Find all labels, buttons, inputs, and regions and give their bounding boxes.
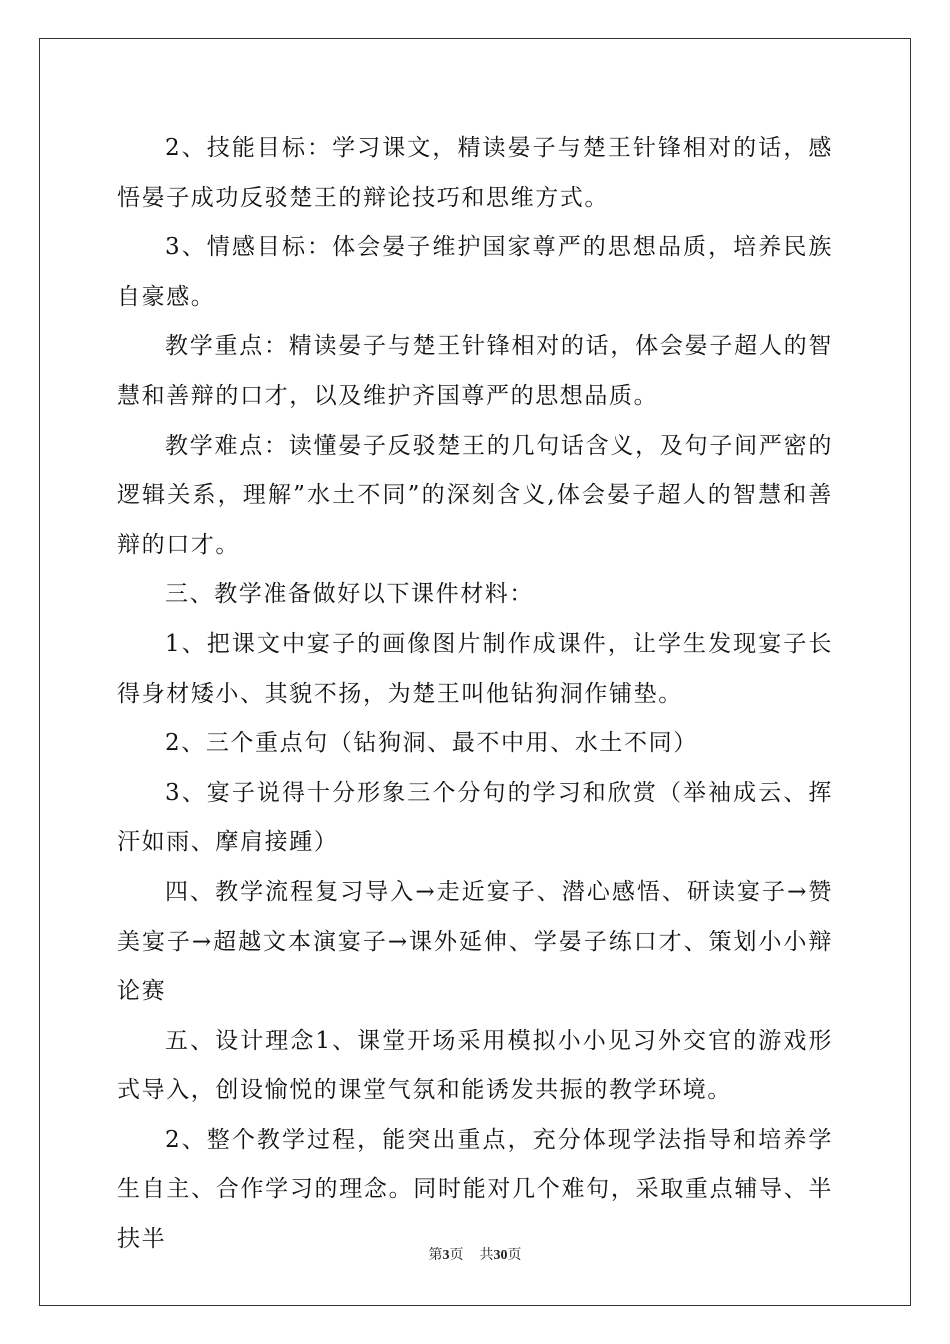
paragraph-preparation-3: 3、宴子说得十分形象三个分句的学习和欣赏（举袖成云、挥汗如雨、摩肩接踵） — [117, 779, 833, 856]
paragraph-key-points: 教学重点：精读晏子与楚王针锋相对的话，体会晏子超人的智慧和善辩的口才，以及维护齐国尊严的思想品质。 — [117, 333, 833, 409]
paragraph-preparation-1: 1、把课文中宴子的画像图片制作成课件，让学生发现宴子长得身材矮小、其貌不扬，为楚王叫他钻狗洞作铺垫。 — [117, 630, 833, 707]
paragraph-design-concept-1: 五、设计理念1、课堂开场采用模拟小小见习外交官的游戏形式导入，创设愉悦的课堂气氛和能诱发共振的教学环境。 — [117, 1027, 833, 1104]
document-body — [117, 124, 833, 1265]
page-suffix: 页 — [449, 1247, 464, 1263]
page-footer — [0, 1244, 950, 1264]
paragraph-skill-goal: 2、技能目标：学习课文，精读晏子与楚王针锋相对的话，感悟晏子成功反驳楚王的辩论技巧和思维方式。 — [117, 135, 833, 211]
total-suffix: 页 — [507, 1247, 522, 1263]
paragraph-teaching-flow: 四、教学流程复习导入→走近宴子、潜心感悟、研读宴子→赞美宴子→超越文本演宴子→课外延伸、学晏子练口才、策划小小辩论赛 — [117, 878, 833, 1005]
total-page-number: 30 — [493, 1248, 508, 1263]
current-page-number: 3 — [442, 1248, 450, 1263]
paragraph-preparation-heading: 三、教学准备做好以下课件材料： — [165, 581, 534, 608]
total-prefix: 共 — [479, 1247, 494, 1263]
paragraph-difficult-points: 教学难点：读懂晏子反驳楚王的几句话含义，及句子间严密的逻辑关系，理解”水土不同”的深刻含义,体会晏子超人的智慧和善辩的口才。 — [117, 432, 833, 558]
page-prefix: 第 — [428, 1247, 443, 1263]
paragraph-design-concept-2: 2、整个教学过程，能突出重点，充分体现学法指导和培养学生自主、合作学习的理念。同时能对几个难句，采取重点辅导、半扶半 — [117, 1126, 833, 1253]
paragraph-preparation-2: 2、三个重点句（钻狗洞、最不中用、水土不同） — [165, 730, 698, 757]
paragraph-emotion-goal: 3、情感目标：体会晏子维护国家尊严的思想品质，培养民族自豪感。 — [117, 234, 833, 310]
